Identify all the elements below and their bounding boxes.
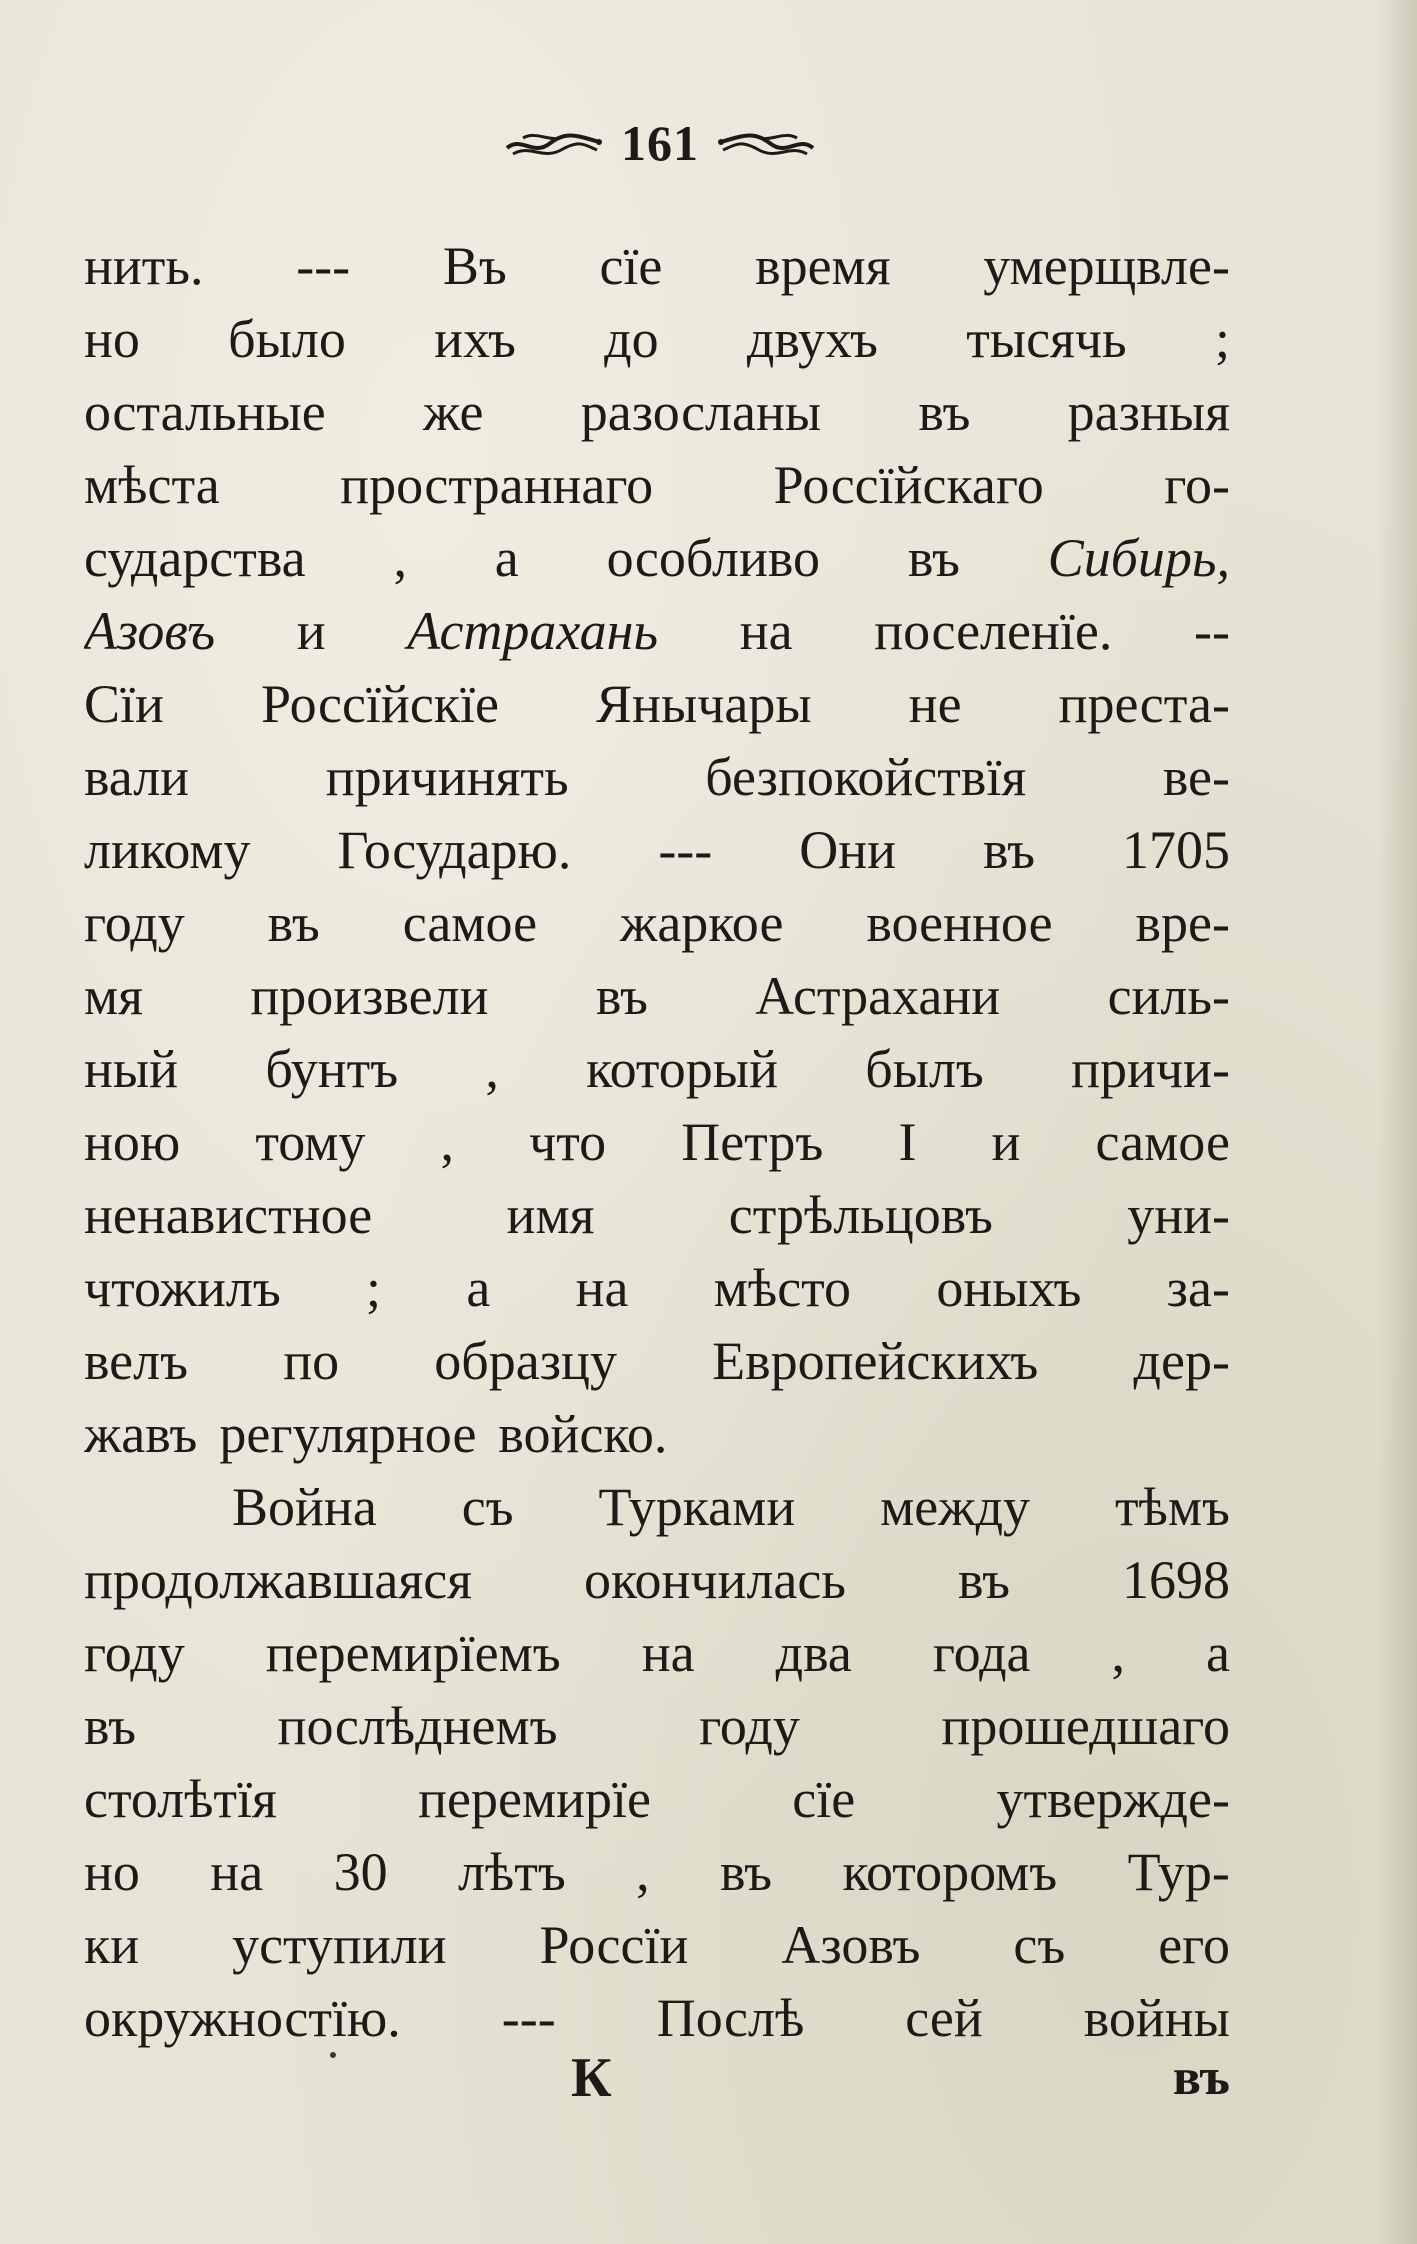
word: два [775, 1623, 852, 1683]
word: преста- [1058, 674, 1230, 734]
word: го- [1164, 455, 1230, 515]
word: его [1158, 1915, 1230, 1975]
word: продолжавшаяся [84, 1550, 473, 1610]
word: съ [461, 1477, 514, 1537]
word: уступили [232, 1915, 447, 1975]
word: Россїйскаго [773, 455, 1044, 515]
word: за- [1166, 1258, 1230, 1318]
word: въ [907, 528, 960, 588]
word: 1705 [1121, 820, 1230, 880]
page-header [470, 108, 850, 178]
word: столѣтїя [84, 1769, 277, 1829]
catchword: въ [1172, 2049, 1230, 2106]
word: сударства [84, 528, 306, 588]
word: ки [84, 1915, 140, 1975]
text-line [84, 1471, 1230, 1544]
word: Янычары [596, 674, 812, 734]
word: умерщвле- [983, 236, 1230, 296]
word: въ [982, 820, 1036, 880]
word: сей [905, 1988, 983, 2048]
text-line [84, 1179, 1230, 1252]
text-line [84, 887, 1230, 960]
word: но [84, 1842, 140, 1902]
word: тысячь [966, 309, 1127, 369]
word: I [898, 1112, 917, 1172]
text-line [84, 1544, 1230, 1617]
word: на [641, 1623, 695, 1683]
text-line [84, 741, 1230, 814]
word: которомъ [842, 1842, 1058, 1902]
word: произвели [250, 966, 489, 1026]
text-line [84, 1325, 1230, 1398]
text-line [84, 522, 1230, 595]
word: время [755, 236, 891, 296]
word: самое [1095, 1112, 1230, 1172]
page-number: 161 [621, 115, 699, 171]
word: тому [255, 1112, 366, 1172]
word: , [636, 1842, 650, 1902]
word: утвержде- [996, 1769, 1230, 1829]
text-line [84, 230, 1230, 303]
text-line [84, 376, 1230, 449]
word: вре- [1135, 893, 1230, 953]
word: въ [957, 1550, 1011, 1610]
word: пространнаго [340, 455, 654, 515]
word: Россїи [539, 1915, 689, 1975]
word: въ [84, 1696, 137, 1756]
word: было [228, 309, 346, 369]
page-footer [84, 2038, 1230, 2118]
text-line [84, 303, 1230, 376]
word: окружностїю. [84, 1988, 401, 2048]
word: , [485, 1039, 499, 1099]
word: 30 [333, 1842, 388, 1902]
word: , [1111, 1623, 1126, 1683]
word: а [466, 1258, 491, 1318]
word: бунтъ [265, 1039, 399, 1099]
text-line [84, 1763, 1230, 1836]
word: разосланы [580, 382, 822, 442]
word: причинять [325, 747, 569, 807]
word: Петръ [681, 1112, 824, 1172]
word: въ [720, 1842, 773, 1902]
word: регулярное [219, 1404, 477, 1464]
word: перемирїемъ [265, 1623, 561, 1683]
word: и [991, 1112, 1021, 1172]
word: на [575, 1258, 629, 1318]
word: послѣднемъ [277, 1696, 558, 1756]
word: ихъ [434, 309, 516, 369]
word: года [932, 1623, 1031, 1683]
word: ликому [84, 820, 251, 880]
word: не [908, 674, 962, 734]
word: --- [296, 236, 351, 296]
word: а [1206, 1623, 1230, 1683]
text-line [84, 1252, 1230, 1325]
word: на [210, 1842, 264, 1902]
word: между [880, 1477, 1031, 1537]
word: велъ [84, 1331, 189, 1391]
word: Въ [442, 236, 507, 296]
word: силь- [1107, 966, 1230, 1026]
word: Тур- [1127, 1842, 1230, 1902]
word: году [699, 1696, 800, 1756]
word: съ [1013, 1915, 1066, 1975]
word: въ [595, 966, 648, 1026]
word: войны [1083, 1988, 1230, 2048]
word: поселенїе. [874, 601, 1113, 661]
page-edge-shadow [1377, 0, 1417, 2244]
word: и [296, 601, 326, 661]
word: ве- [1162, 747, 1230, 807]
word: окончилась [584, 1550, 846, 1610]
word: мѣсто [713, 1258, 852, 1318]
word: жаркое [620, 893, 784, 953]
ink-speck [330, 2052, 336, 2058]
text-line [84, 1106, 1230, 1179]
word: разныя [1067, 382, 1230, 442]
word: ; [366, 1258, 382, 1318]
word: имя [506, 1185, 595, 1245]
word: 1698 [1121, 1550, 1230, 1610]
word: чтожилъ [84, 1258, 281, 1318]
text-line [84, 668, 1230, 741]
word: оныхъ [936, 1258, 1082, 1318]
word: сїе [792, 1769, 856, 1829]
word: остальные [84, 382, 326, 442]
word: по [283, 1331, 340, 1391]
word: Астрахани [755, 966, 1001, 1026]
word: былъ [865, 1039, 984, 1099]
word: перемирїе [418, 1769, 651, 1829]
word: который [586, 1039, 778, 1099]
left-flourish-ornament-icon [503, 126, 603, 160]
text-line [84, 1398, 1230, 1471]
body-text [84, 230, 1230, 2055]
word: войско. [498, 1404, 668, 1464]
word: безпокойствїя [705, 747, 1027, 807]
word: мя [84, 966, 144, 1026]
word: на [739, 601, 793, 661]
word: вали [84, 747, 190, 807]
word: двухъ [746, 309, 878, 369]
word: Европейскихъ [712, 1331, 1039, 1391]
word: сїе [599, 236, 663, 296]
word: Азовъ [781, 1915, 921, 1975]
word: ный [84, 1039, 179, 1099]
word: уни- [1127, 1185, 1230, 1245]
text-line [84, 960, 1230, 1033]
word: Сибирь, [1047, 528, 1230, 588]
right-flourish-ornament-icon [717, 126, 817, 160]
word: ; [1214, 309, 1230, 369]
word: образцу [434, 1331, 617, 1391]
word: но [84, 309, 140, 369]
word: Государю. [337, 820, 572, 880]
word: жавъ [84, 1404, 198, 1464]
word: --- [658, 820, 713, 880]
text-line [84, 449, 1230, 522]
word: дер- [1133, 1331, 1230, 1391]
word: же [422, 382, 484, 442]
word: въ [918, 382, 971, 442]
text-line [84, 1690, 1230, 1763]
word: году [84, 1623, 185, 1683]
word: особливо [606, 528, 820, 588]
signature-mark: К [571, 2047, 612, 2109]
word: -- [1193, 601, 1230, 661]
text-line [84, 814, 1230, 887]
word: ненавистное [84, 1185, 373, 1245]
text-line [84, 1617, 1230, 1690]
word: году [84, 893, 185, 953]
word: , [393, 528, 407, 588]
word: Турками [598, 1477, 796, 1537]
text-line [84, 1909, 1230, 1982]
word: Они [799, 820, 897, 880]
word: ною [84, 1112, 181, 1172]
word: причи- [1071, 1039, 1230, 1099]
word: Послѣ [656, 1988, 805, 2048]
word: лѣтъ [457, 1842, 566, 1902]
word: --- [501, 1988, 556, 2048]
word: стрѣльцовъ [728, 1185, 993, 1245]
word: Астрахань [407, 601, 659, 661]
word: въ [267, 893, 320, 953]
word: прошедшаго [941, 1696, 1230, 1756]
word: , [440, 1112, 454, 1172]
word: тѣмъ [1114, 1477, 1230, 1537]
word: а [494, 528, 519, 588]
word: Сїи [84, 674, 164, 734]
word: Россїйскїе [260, 674, 499, 734]
word: Азовъ [84, 601, 216, 661]
word: самое [402, 893, 538, 953]
text-line [84, 1033, 1230, 1106]
word: до [604, 309, 659, 369]
word: мѣста [84, 455, 220, 515]
word: нить. [84, 236, 204, 296]
word: Война [232, 1477, 377, 1537]
text-line [84, 1836, 1230, 1909]
word: что [529, 1112, 607, 1172]
text-line [84, 595, 1230, 668]
word: военное [866, 893, 1053, 953]
